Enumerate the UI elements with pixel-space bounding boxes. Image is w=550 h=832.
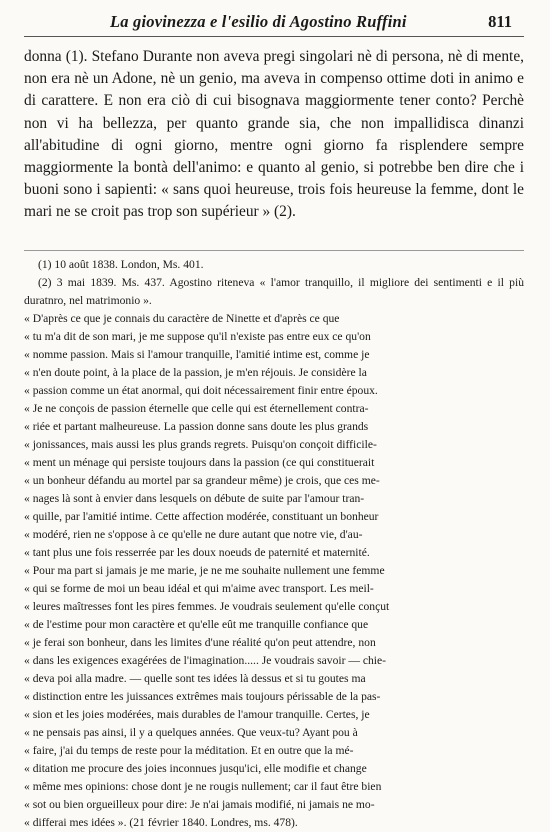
quote-line: « modéré, rien ne s'oppose à ce qu'elle ne dure autant que notre vie, d'au- <box>24 528 363 541</box>
quote-line: « D'après ce que je connais du caractère de Ninette et d'après ce que <box>24 312 340 325</box>
main-text <box>24 46 524 224</box>
quote-line: « tu m'a dit de son mari, je me suppose qu'il n'existe pas entre eux ce qu'on <box>24 330 371 343</box>
quote-line: « de l'estime pour mon caractère et qu'elle eût me tranquille confiance que <box>24 618 369 631</box>
running-title: La giovinezza e l'esilio di Agostino Ruffini <box>110 12 407 31</box>
main-paragraph: donna (1). Stefano Durante non aveva pregi singolari nè di persona, nè di mente, non era nè un Adone, nè un genio, ma aveva in compenso ottime doti in animo e di carattere. E non era ciò di cui bisognava maggiormente tener conto? Perchè non vi ha bellezza, per quanto grande sia, che non impallidisca dinanzi all'abitudine di ogni giorno, mentre ogni giorno fa risplendere sempre maggiormente la bontà dell'animo: e quanto al genio, si potrebbe ben dire che i buoni sono i sapienti: « sans quoi heureuse, trois fois heureuse la femme, dont le mari ne se croit pas trop son supérieur » (2). <box>24 48 524 221</box>
quote-line: « un bonheur défandu au mortel par sa grandeur même) je crois, que ces me- <box>24 474 380 487</box>
quote-line: « Je ne conçois de passion éternelle que celle qui est éternellement contra- <box>24 402 369 415</box>
quote-line: « differai mes idées ». (21 février 1840. Londres, ms. 478). <box>24 816 298 829</box>
quote-line: « ditation me procure des joies inconnues jusqu'ici, elle modifie et change <box>24 762 367 775</box>
quote-line: « jonissances, mais aussi les plus grands regrets. Puisqu'on conçoit difficile- <box>24 438 377 451</box>
footnote-rule <box>24 250 524 251</box>
footnote-1: (1) 10 août 1838. London, Ms. 401. <box>38 258 204 271</box>
footnote-quote <box>24 310 524 832</box>
quote-line: « ne pensais pas ainsi, il y a quelques années. Que veux-tu? Ayant pou à <box>24 726 358 739</box>
quote-line: « distinction entre les juissances extrêmes mais toujours périssable de la pas- <box>24 690 381 703</box>
quote-line: « nages là sont à envier dans lesquels on débute de suite par l'amour tran- <box>24 492 365 505</box>
quote-line: « n'en doute point, à la place de la passion, je m'en réjouis. Je considère la <box>24 366 367 379</box>
footnotes <box>24 256 524 832</box>
quote-line: « leures maîtresses font les pires femmes. Je voudrais seulement qu'elle conçut <box>24 600 390 613</box>
quote-line: « riée et partant malheureuse. La passion donne sans doute les plus grands <box>24 420 369 433</box>
header-rule <box>24 36 524 37</box>
quote-line: « qui se forme de moi un beau idéal et qui m'aime avec transport. Les meil- <box>24 582 374 595</box>
quote-line: « même mes opinions: chose dont je ne rougis nullement; car il faut être bien <box>24 780 382 793</box>
page-number: 811 <box>488 12 512 31</box>
quote-line: « Pour ma part si jamais je me marie, je ne me souhaite nullement une femme <box>24 564 385 577</box>
quote-line: « faire, j'ai du temps de reste pour la méditation. Et en outre que la mé- <box>24 744 354 757</box>
quote-line: « sion et les joies modérées, mais durables de l'amour tranquille. Certes, je <box>24 708 370 721</box>
quote-line: « tant plus une fois resserrée par les doux noeuds de paternité et maternité. <box>24 546 370 559</box>
quote-line: « je ferai son bonheur, dans les limites d'une réalité qu'on peut attendre, non <box>24 636 376 649</box>
running-header <box>60 12 512 36</box>
quote-line: « dans les exigences exagérées de l'imagination..... Je voudrais savoir — chie- <box>24 654 387 667</box>
quote-line: « ment un ménage qui persiste toujours dans la passion (ce qui constituerait <box>24 456 375 469</box>
quote-line: « deva poi alla madre. — quelle sont tes idées là dessus et si tu goutes ma <box>24 672 366 685</box>
quote-line: « sot ou bien orgueilleux pour dire: Je n'ai jamais modifié, ni jamais ne mo- <box>24 798 375 811</box>
quote-line: « quille, par l'amitié intime. Cette affection modérée, constituant un bonheur <box>24 510 379 523</box>
footnote-2: (2) 3 mai 1839. Ms. 437. Agostino riteneva « l'amor tranquillo, il migliore dei sentimenti e il più duratnro, nel matrimonio ». <box>24 276 524 307</box>
quote-line: « passion comme un état anormal, qui doit nécessairement finir entre époux. <box>24 384 378 397</box>
quote-line: « nomme passion. Mais si l'amour tranquille, l'amitié intime est, comme je <box>24 348 370 361</box>
